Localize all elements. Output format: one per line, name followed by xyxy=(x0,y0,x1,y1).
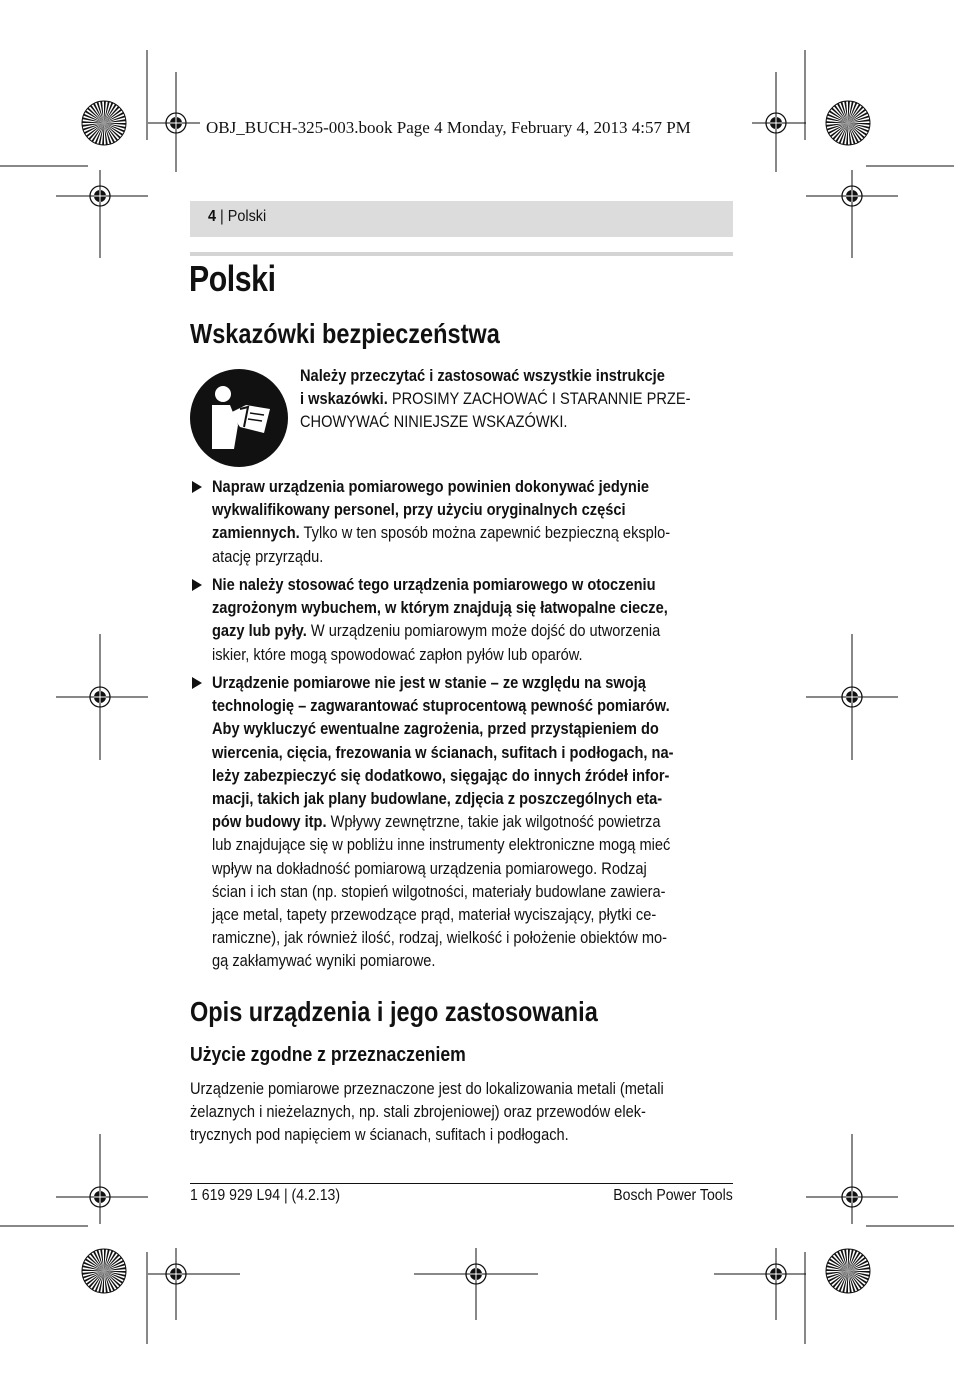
body-text: ścian i ich stan (np. stopień wilgotności, materiały budowlane zawiera- xyxy=(212,881,666,901)
bold-text: Aby wykluczyć ewentualne zagrożenia, przed przystąpieniem do xyxy=(212,719,659,739)
body-text: Tylko w ten sposób można zapewnić bezpieczną eksplo- xyxy=(299,523,671,543)
text-line xyxy=(300,410,690,433)
body-text: CHOWYWAĆ NINIEJSZE WSKAZÓWKI. xyxy=(300,412,568,432)
body-text: wpływ na dokładność pomiarową urządzenia pomiarowego. Rodzaj xyxy=(212,858,647,878)
footer-brand: Bosch Power Tools xyxy=(613,1187,733,1204)
running-head-separator: | xyxy=(216,208,228,225)
bullet-arrow-icon xyxy=(192,677,202,689)
text-line xyxy=(212,498,670,521)
bold-text: wykwalifikowany personel, przy użyciu oryginalnych części xyxy=(212,500,626,520)
footer-doc-number: 1 619 929 L94 | (4.2.13) xyxy=(190,1187,341,1204)
bold-text: zagrożonym wybuchem, w którym znajdują się łatwopalne ciecze, xyxy=(212,598,668,618)
body-text: PROSIMY ZACHOWAĆ I STARANNIE PRZE- xyxy=(387,389,691,409)
safety-heading: Wskazówki bezpieczeństwa xyxy=(190,318,500,349)
bold-text: Nie należy stosować tego urządzenia pomiarowego w otoczeniu xyxy=(212,575,656,594)
running-head xyxy=(208,208,266,226)
description-heading: Opis urządzenia i jego zastosowania xyxy=(190,996,598,1027)
body-text: iskier, które mogą spowodować zapłon pyłów lub oparów. xyxy=(212,644,583,664)
safety-bullet xyxy=(212,573,742,666)
text-line xyxy=(212,787,673,810)
running-head-bar xyxy=(190,201,733,237)
text-line: Urządzenie pomiarowe przeznaczone jest do lokalizowania metali (metali xyxy=(190,1079,664,1098)
text-line xyxy=(212,857,673,880)
text-line xyxy=(212,741,673,764)
bold-text: Napraw urządzenia pomiarowego powinien dokonywać jedynie xyxy=(212,477,650,496)
text-line xyxy=(212,475,670,498)
starburst-target-icon xyxy=(82,101,126,145)
text-line xyxy=(212,545,670,568)
bold-text: pów budowy itp. xyxy=(212,812,327,832)
text-line xyxy=(212,619,668,642)
safety-bullet xyxy=(212,671,749,972)
body-text: W urządzeniu pomiarowym może dojść do utworzenia xyxy=(306,621,661,641)
bold-text: technologię – zagwarantować stuprocentową pewność pomiarów. xyxy=(212,696,670,716)
text-line xyxy=(212,949,673,972)
text-line xyxy=(212,903,673,926)
starburst-target-icon xyxy=(826,101,870,145)
body-text: atację przyrządu. xyxy=(212,546,324,566)
text-line xyxy=(300,387,690,410)
body-text: ramiczne), jak również ilość, rodzaj, wielkość i położenie obiektów mo- xyxy=(212,928,668,948)
text-line: trycznych pod napięciem w ścianach, sufitach i podłogach. xyxy=(190,1125,569,1145)
body-text: Wpływy zewnętrzne, takie jak wilgotność powietrza xyxy=(326,812,661,832)
bold-text: macji, takich jak plany budowlane, zdjęcia z poszczególnych eta- xyxy=(212,788,663,808)
text-line xyxy=(212,764,673,787)
body-text: lub znajdujące się w pobliżu inne instrumenty elektroniczne mogą mieć xyxy=(212,835,671,855)
text-line xyxy=(212,833,673,856)
bold-text: zamiennych. xyxy=(212,523,300,543)
text-line xyxy=(212,596,668,619)
text-line xyxy=(212,573,668,596)
bullet-arrow-icon xyxy=(192,579,202,591)
text-line xyxy=(212,810,673,833)
bold-text: leży zabezpieczyć się dodatkowo, sięgając do innych źródeł infor- xyxy=(212,765,670,785)
footer-rule xyxy=(190,1183,733,1184)
page-number: 4 xyxy=(208,208,217,225)
bullet-arrow-icon xyxy=(192,481,202,493)
text-line: żelaznych i nieżelaznych, np. stali zbrojeniowej) oraz przewodów elek- xyxy=(190,1102,646,1122)
bold-text: gazy lub pyły. xyxy=(212,621,307,641)
page-title: Polski xyxy=(189,258,276,299)
body-text: jące metal, tapety przewodzące prąd, materiał wyciszający, płytki ce- xyxy=(212,904,657,924)
text-line xyxy=(212,717,673,740)
text-line xyxy=(212,671,673,694)
text-line xyxy=(300,364,690,387)
text-line xyxy=(212,521,670,544)
starburst-target-icon xyxy=(826,1249,870,1293)
text-line xyxy=(212,694,673,717)
text-line xyxy=(212,926,673,949)
bold-text: wiercenia, cięcia, frezowania w ścianach, sufitach i podłogach, na- xyxy=(212,742,674,762)
safety-bullet xyxy=(212,475,745,568)
text-line xyxy=(212,880,673,903)
body-text: gą zakłamywać wyniki pomiarowe. xyxy=(212,951,436,971)
read-instructions-icon xyxy=(190,369,288,467)
book-file-header: OBJ_BUCH-325-003.book Page 4 Monday, February 4, 2013 4:57 PM xyxy=(206,118,691,137)
running-head-section: Polski xyxy=(227,208,267,225)
heading-rule xyxy=(190,252,733,256)
bold-text: Urządzenie pomiarowe nie jest w stanie – ze względu na swoją xyxy=(212,673,646,692)
text-line xyxy=(212,643,668,666)
bold-text: Należy przeczytać i zastosować wszystkie instrukcje xyxy=(300,366,665,385)
intended-use-text xyxy=(190,1077,741,1147)
bold-text: i wskazówki. xyxy=(300,389,388,409)
safety-intro xyxy=(300,364,754,434)
starburst-target-icon xyxy=(82,1249,126,1293)
intended-use-heading: Użycie zgodne z przeznaczeniem xyxy=(190,1044,466,1066)
